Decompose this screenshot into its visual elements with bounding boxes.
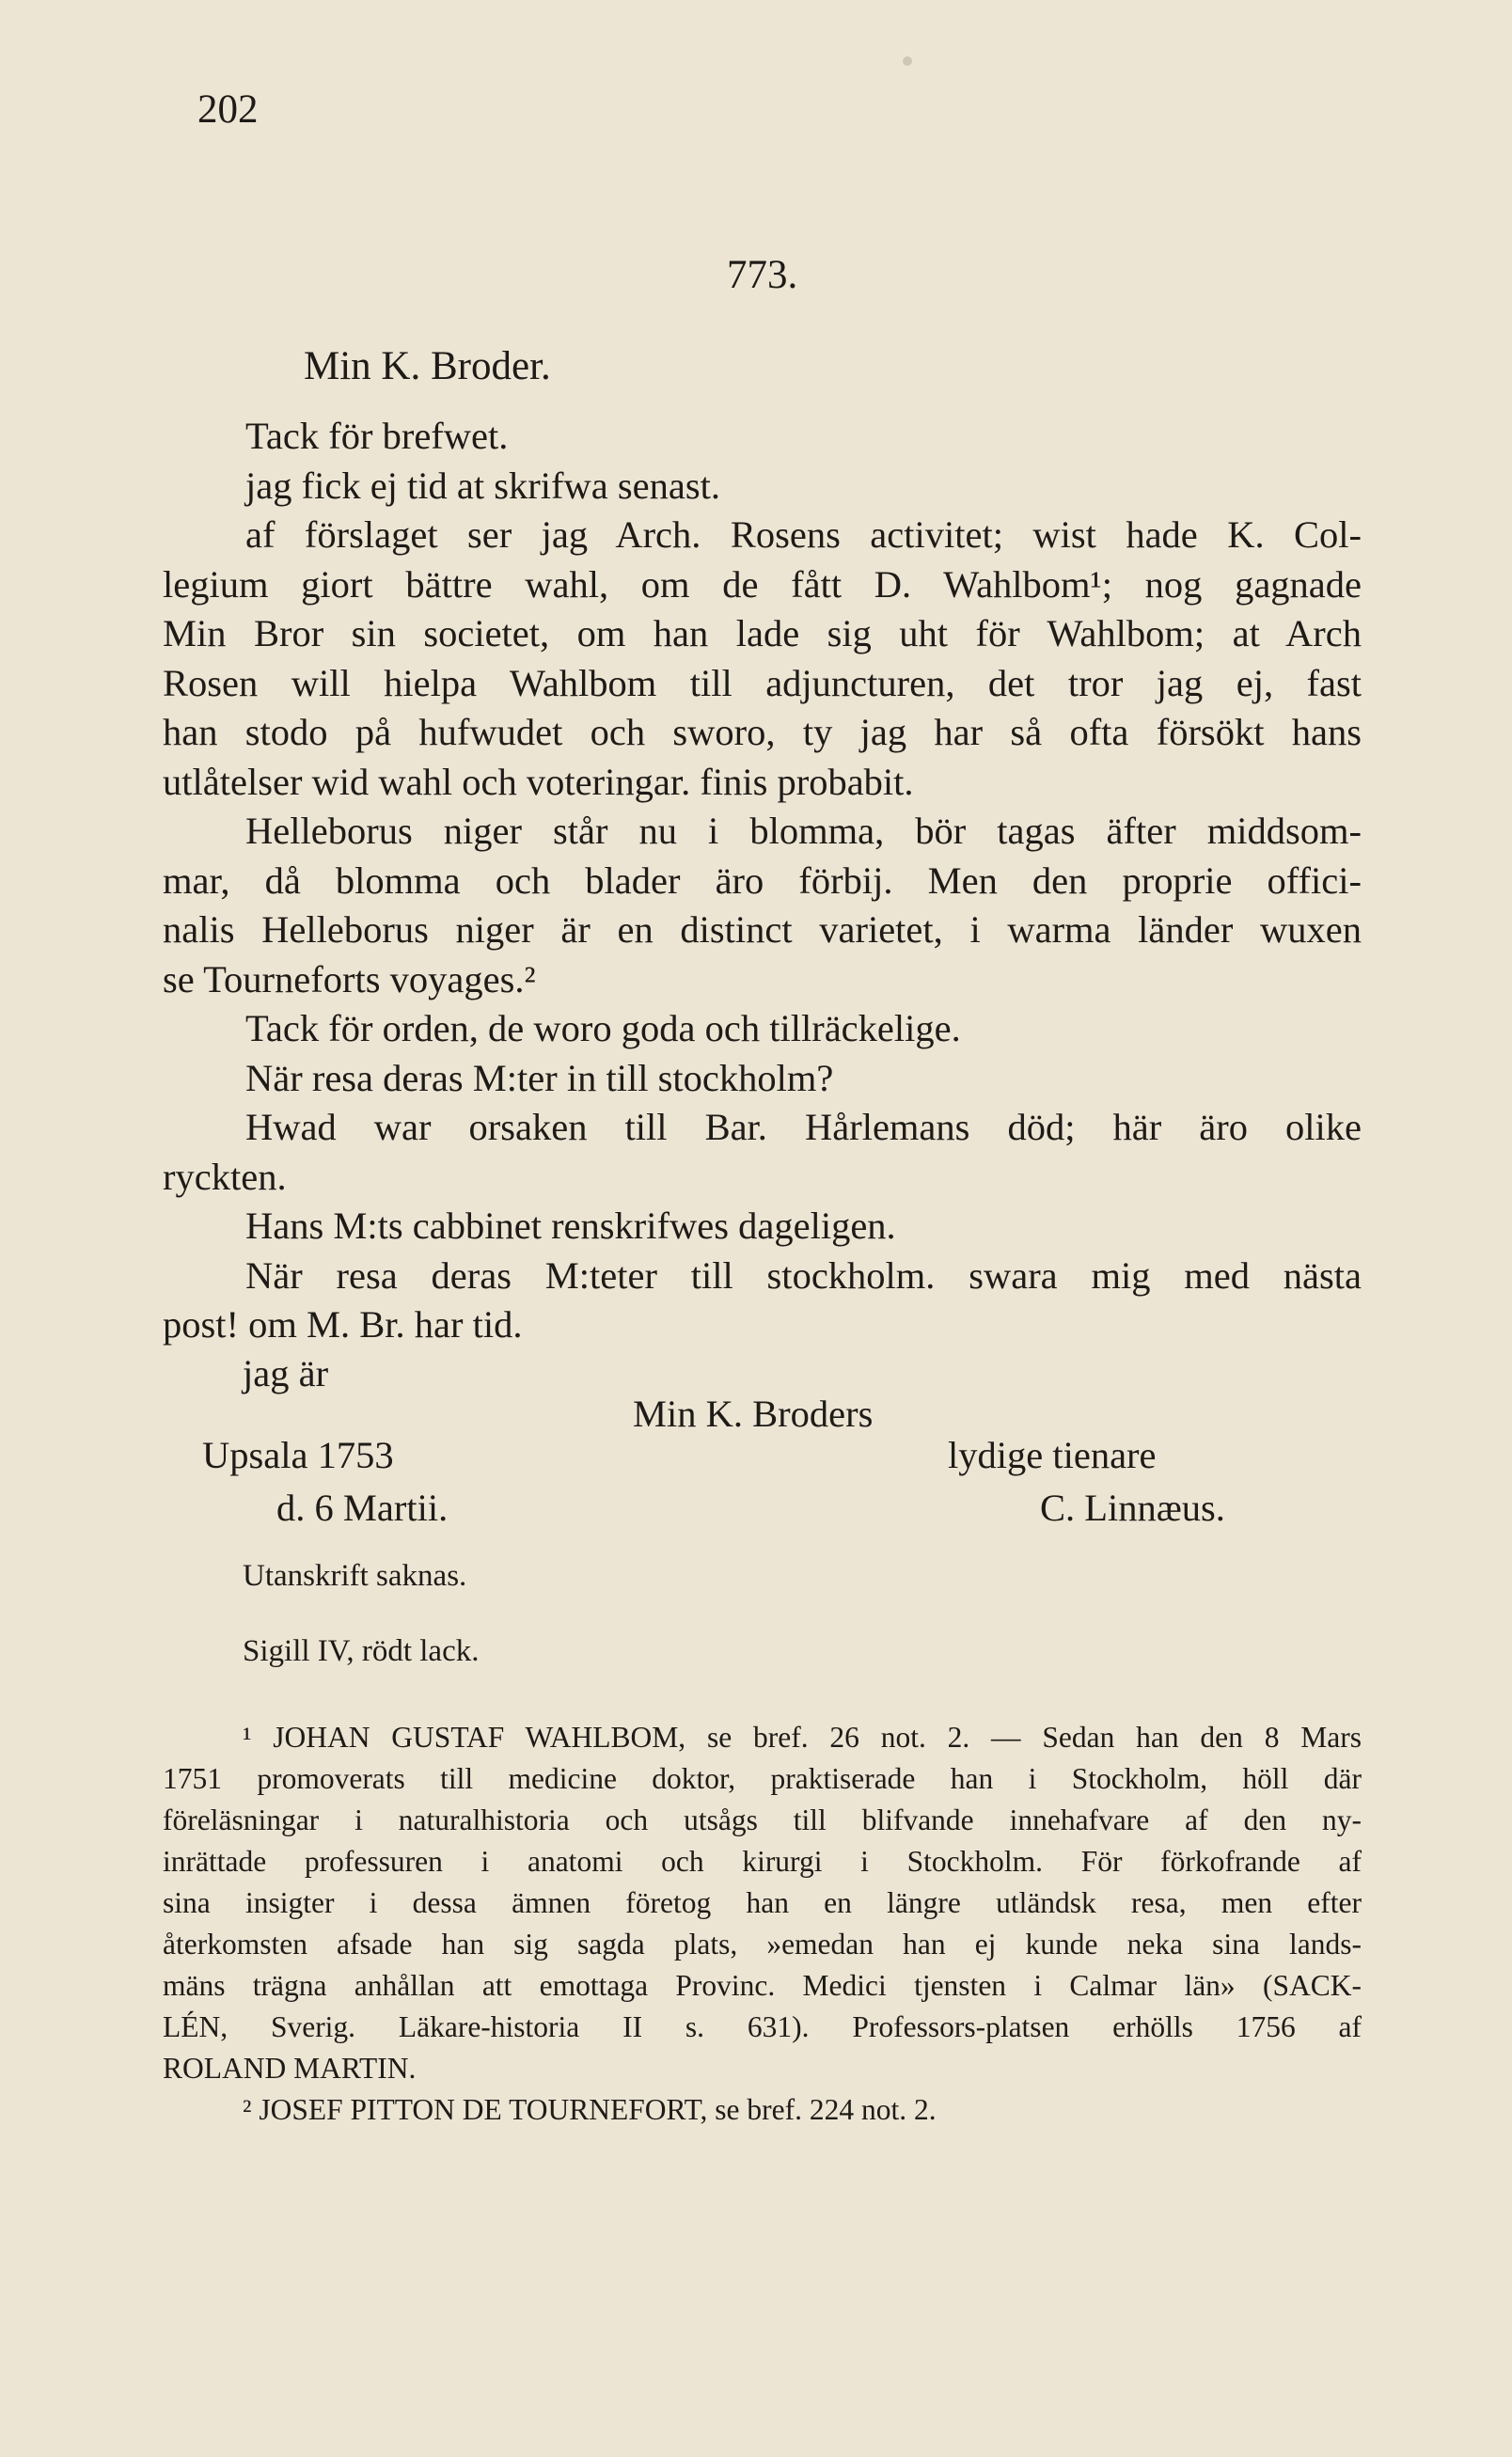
footnote-line: sina insigter i dessa ämnen företog han en längre utländsk resa, men efter [163, 1886, 1362, 1919]
footnote-line: föreläsningar i naturalhistoria och utsågs till blifvande innehafvare af den ny- [163, 1803, 1362, 1836]
body-line: utlåtelser wid wahl och voteringar. finis probabit. [163, 760, 914, 803]
footnote-line: LÉN, Sverig. Läkare-historia II s. 631). Professors-platsen erhölls 1756 af [163, 2010, 1362, 2043]
footnote-line: ROLAND MARTIN. [163, 2052, 417, 2085]
salutation: Min K. Broder. [304, 344, 551, 388]
body-line: ryckten. [163, 1155, 287, 1198]
footnote-line: inrättade professuren i anatomi och kirurgi i Stockholm. För förkofrande af [163, 1845, 1362, 1878]
letter-date: d. 6 Martii. [276, 1487, 449, 1529]
body-line: af förslaget ser jag Arch. Rosens activitet; wist hade K. Col- [245, 513, 1362, 556]
body-line: Helleborus niger står nu i blomma, bör tagas äfter middsom- [245, 810, 1362, 852]
address-note: Utanskrift saknas. [243, 1559, 467, 1593]
footnotes [163, 1717, 1362, 2131]
page-number: 202 [197, 87, 259, 132]
body-line: legium giort bättre wahl, om de fått D. Wahlbom¹; nog gagnade [163, 562, 1362, 606]
letter-number: 773. [727, 253, 798, 297]
body-line: Tack för orden, de woro goda och tillräckelige. [245, 1007, 961, 1049]
body-line: Rosen will hielpa Wahlbom till adjuncturen, det tror jag ej, fast [163, 661, 1362, 704]
body-line: mar, då blomma och blader äro förbij. Men den proprie offici- [163, 858, 1362, 902]
footnote-line: 1751 promoverats till medicine doktor, praktiserade han i Stockholm, höll där [163, 1762, 1362, 1795]
closing-addressee: Min K. Broders [633, 1393, 874, 1435]
closing-line: jag är [243, 1352, 329, 1394]
body-line: han stodo på hufwudet och sworo, ty jag har så ofta försökt hans [163, 711, 1362, 753]
page-smudge [903, 56, 912, 66]
footnote-line: återkomsten afsade han sig sagda plats, »emedan han ej kunde neka sina lands- [163, 1928, 1362, 1961]
body-line: nalis Helleborus niger är en distinct varietet, i warma länder wuxen [163, 908, 1362, 951]
body-line: När resa deras M:teter till stockholm. swara mig med nästa [245, 1253, 1362, 1297]
footnote-line: ² JOSEF PITTON DE TOURNEFORT, se bref. 224 not. 2. [243, 2093, 937, 2126]
footnote-line: ¹ JOHAN GUSTAF WAHLBOM, se bref. 26 not. 2. — Sedan han den 8 Mars [243, 1721, 1362, 1754]
place-year: Upsala 1753 [202, 1434, 394, 1476]
body-line: jag fick ej tid at skrifwa senast. [245, 464, 720, 507]
body-line: Tack för brefwet. [245, 415, 509, 457]
body-line: post! om M. Br. har tid. [163, 1303, 523, 1346]
body-line: Hwad war orsaken till Bar. Hårlemans död; här äro olike [245, 1106, 1362, 1148]
body-line: Min Bror sin societet, om han lade sig uht för Wahlbom; at Arch [163, 612, 1362, 654]
body-line: Hans M:ts cabbinet renskrifwes dageligen. [245, 1205, 896, 1247]
body-line: se Tourneforts voyages.² [163, 957, 536, 1000]
footnote-line: mäns trägna anhållan att emottaga Provinc. Medici tjensten i Calmar län» (SACK- [163, 1969, 1362, 2002]
body-line: När resa deras M:ter in till stockholm? [245, 1056, 834, 1099]
letter-body [163, 412, 1362, 1350]
closing-servant: lydige tienare [948, 1434, 1157, 1476]
seal-note: Sigill IV, rödt lack. [243, 1634, 480, 1668]
signature: C. Linnæus. [1040, 1487, 1225, 1529]
